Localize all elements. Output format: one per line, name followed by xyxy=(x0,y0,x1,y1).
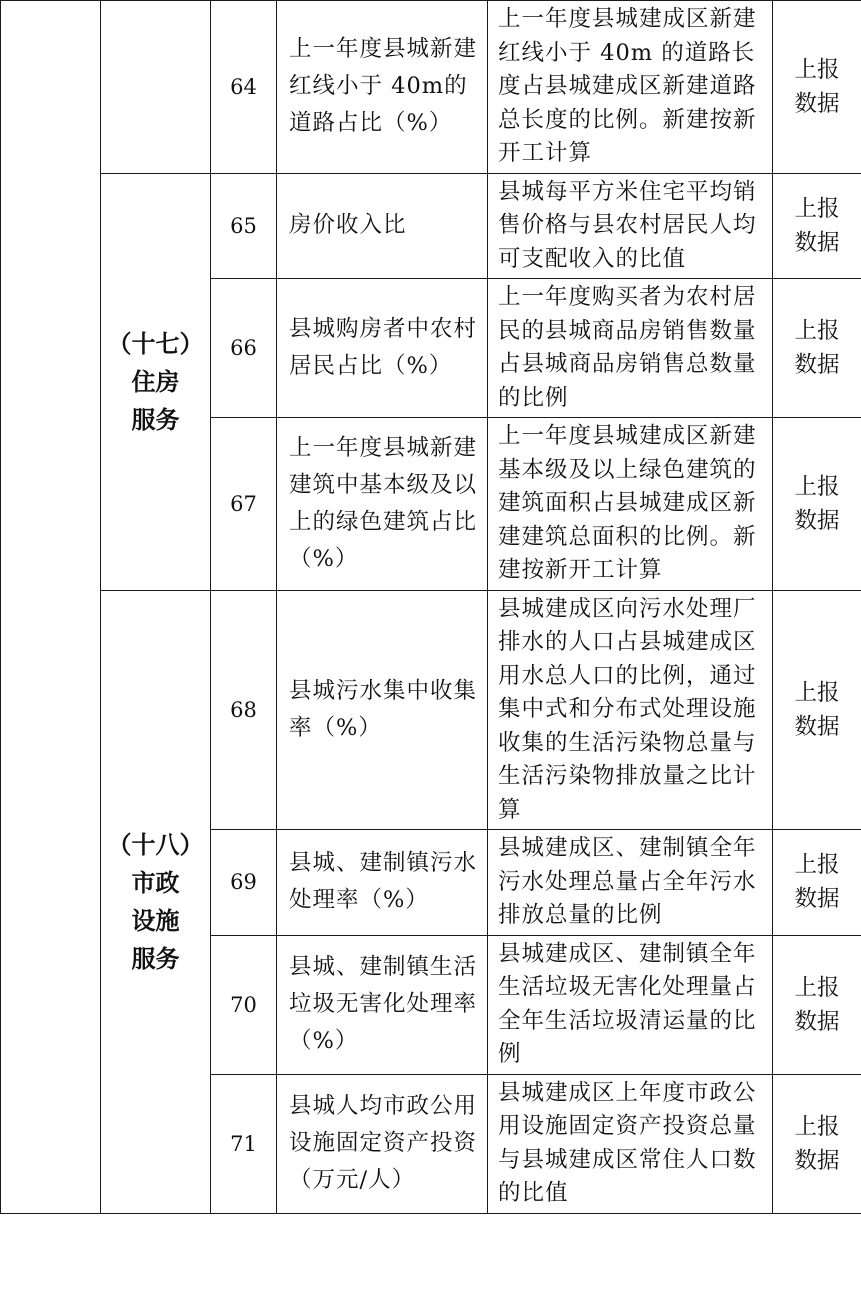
data-source: 上报数据 xyxy=(794,195,840,256)
category-label xyxy=(108,826,204,978)
category-cell-continued xyxy=(101,1,211,174)
indicator-definition: 县城建成区、建制镇全年污水处理总量占全年污水排放总量的比例 xyxy=(498,835,757,928)
table-row xyxy=(1,1,861,174)
category-line: 住房 xyxy=(131,367,180,396)
row-number: 71 xyxy=(211,1074,277,1213)
indicator-cell xyxy=(277,590,488,830)
source-cell xyxy=(773,1074,861,1213)
row-number: 65 xyxy=(211,173,277,279)
category-line: 服务 xyxy=(131,405,180,434)
indicator-definition: 县城建成区向污水处理厂排水的人口占县城建成区用水总人口的比例，通过集中式和分布式处理设施收集的生活污染物总量与生活污染物排放量之比计算 xyxy=(498,595,757,823)
indicator-definition: 上一年度购买者为农村居民的县城商品房销售数量占县城商品房销售总数量的比例 xyxy=(498,284,757,411)
data-source: 上报数据 xyxy=(794,473,840,534)
row-number: 68 xyxy=(211,590,277,830)
indicator-cell xyxy=(277,173,488,279)
category-cell-housing xyxy=(101,173,211,590)
blank-column-cell xyxy=(1,1,101,1214)
indicator-cell xyxy=(277,279,488,418)
table-row xyxy=(1,590,861,830)
indicator-definition: 上一年度县城建成区新建红线小于 40m 的道路长度占县城建成区新建道路总长度的比例。新建按新开工计算 xyxy=(498,6,757,166)
indicator-cell xyxy=(277,418,488,591)
indicator-cell xyxy=(277,1074,488,1213)
row-number: 66 xyxy=(211,279,277,418)
data-source: 上报数据 xyxy=(794,974,840,1035)
definition-cell xyxy=(488,173,773,279)
indicator-cell xyxy=(277,830,488,936)
definition-cell xyxy=(488,935,773,1074)
indicator-name: 房价收入比 xyxy=(289,212,407,239)
definition-cell xyxy=(488,590,773,830)
category-line: 市政 xyxy=(131,868,180,897)
category-label xyxy=(108,325,204,439)
data-source: 上报数据 xyxy=(794,852,840,913)
category-line: （十八） xyxy=(107,830,204,859)
table-row xyxy=(1,173,861,279)
source-cell xyxy=(773,590,861,830)
source-cell xyxy=(773,173,861,279)
source-cell xyxy=(773,935,861,1074)
definition-cell xyxy=(488,830,773,936)
indicator-definition: 县城建成区、建制镇全年生活垃圾无害化处理量占全年生活垃圾清运量的比例 xyxy=(498,940,757,1067)
indicator-name: 上一年度县城新建建筑中基本级及以上的绿色建筑占比（%） xyxy=(289,434,478,572)
definition-cell xyxy=(488,418,773,591)
row-number: 70 xyxy=(211,935,277,1074)
category-line: 设施 xyxy=(131,906,180,935)
source-cell xyxy=(773,830,861,936)
category-cell-municipal xyxy=(101,590,211,1213)
indicator-cell xyxy=(277,935,488,1074)
definition-cell xyxy=(488,1,773,174)
indicator-definition: 县城建成区上年度市政公用设施固定资产投资总量与县城建成区常住人口数的比值 xyxy=(498,1079,757,1206)
category-line: 服务 xyxy=(131,944,180,973)
source-cell xyxy=(773,279,861,418)
source-cell xyxy=(773,418,861,591)
data-source: 上报数据 xyxy=(794,56,840,117)
source-cell xyxy=(773,1,861,174)
indicator-name: 上一年度县城新建红线小于 40m的道路占比（%） xyxy=(289,36,478,137)
indicator-name: 县城、建制镇生活垃圾无害化处理率（%） xyxy=(289,954,478,1054)
definition-cell xyxy=(488,279,773,418)
row-number: 64 xyxy=(211,1,277,174)
indicator-name: 县城、建制镇污水处理率（%） xyxy=(289,850,478,914)
indicator-name: 县城购房者中农村居民占比（%） xyxy=(289,316,478,379)
indicator-name: 县城污水集中收集率（%） xyxy=(289,677,478,741)
indicator-cell xyxy=(277,1,488,174)
data-source: 上报数据 xyxy=(794,679,840,740)
data-source: 上报数据 xyxy=(794,1113,840,1174)
indicator-definition: 县城每平方米住宅平均销售价格与县农村居民人均可支配收入的比值 xyxy=(498,178,757,272)
indicator-definition: 上一年度县城建成区新建基本级及以上绿色建筑的建筑面积占县城建成区新建建筑总面积的比例。新建按新开工计算 xyxy=(498,423,757,583)
definition-cell xyxy=(488,1074,773,1213)
data-source: 上报数据 xyxy=(794,318,840,378)
row-number: 69 xyxy=(211,830,277,936)
indicator-name: 县城人均市政公用设施固定资产投资（万元/人） xyxy=(289,1093,478,1193)
category-line: （十七） xyxy=(107,329,204,358)
row-number: 67 xyxy=(211,418,277,591)
